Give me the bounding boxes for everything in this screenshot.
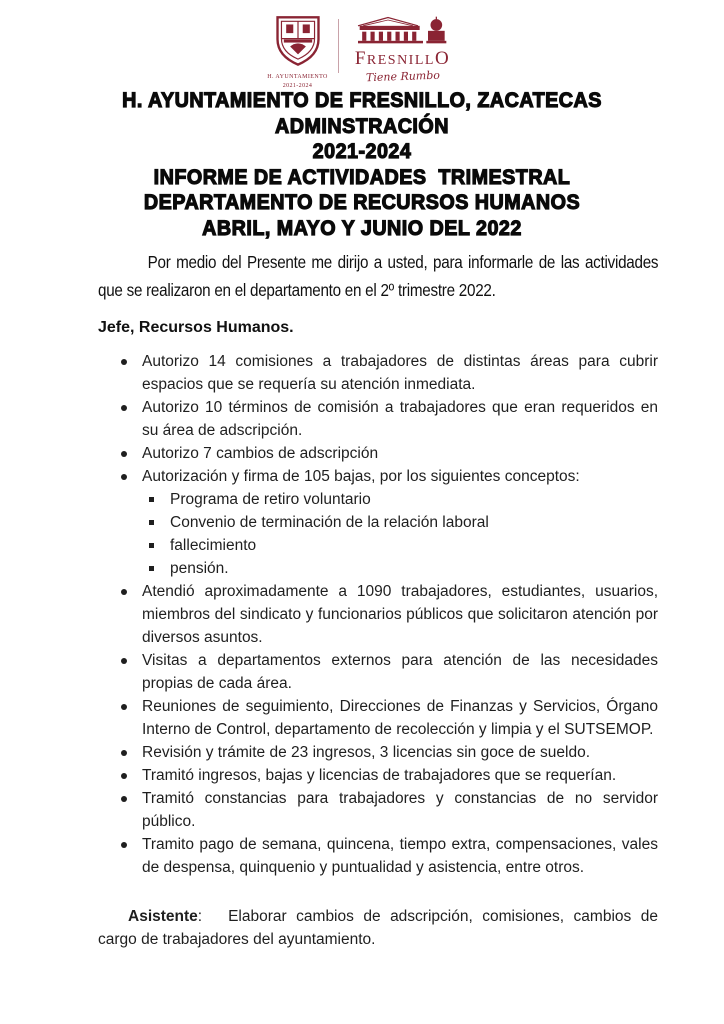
list-item: Atendió aproximadamente a 1090 trabajadores, estudiantes, usuarios, miembros del sindicato y funcionarios públicos que solicitaron atención por diversos asuntos. [98, 580, 658, 649]
list-item: Tramito pago de semana, quincena, tiempo extra, compensaciones, vales de despensa, quinquenio y puntualidad y asistencia, entre otros. [98, 833, 658, 879]
crest-caption-line2: 2021-2024 [282, 83, 313, 89]
crest-shield-icon [274, 15, 322, 72]
wordmark-middle: RESNILL [366, 53, 435, 68]
list-item: Tramitó constancias para trabajadores y constancias de no servidor público. [98, 787, 658, 833]
municipal-crest [267, 15, 328, 90]
sub-list-item: pensión. [142, 557, 658, 580]
fresnillo-wordmark [354, 48, 451, 69]
activities-list [98, 350, 658, 879]
header-logo-row [0, 0, 724, 89]
list-item: Revisión y trámite de 23 ingresos, 3 licencias sin goce de sueldo. [98, 741, 658, 764]
logo-divider [338, 19, 339, 73]
list-item: Autorizo 10 términos de comisión a trabajadores que eran requeridos en su área de adscripción. [98, 396, 658, 442]
title-line-2: ADMINSTRACIÓN [275, 114, 449, 138]
wordmark-last-letter: O [434, 48, 451, 69]
list-item: Visitas a departamentos externos para atención de las necesidades propias de cada área. [98, 649, 658, 695]
closing-text: Elaborar cambios de adscripción, comisiones, cambios de cargo de trabajadores del ayuntamiento. [98, 908, 658, 948]
title-line-3: 2021-2024 [312, 140, 412, 163]
closing-paragraph [98, 905, 658, 951]
intro-paragraph-wrap [98, 248, 658, 304]
closing-label: Asistente [128, 908, 198, 925]
list-item: Autorizo 14 comisiones a trabajadores de distintas áreas para cubrir espacios que se requería su atención inmediata. [98, 350, 658, 396]
sub-list-item: fallecimiento [142, 534, 658, 557]
sub-list-item: Convenio de terminación de la relación laboral [142, 511, 658, 534]
brand-tagline: Tiene Rumbo [365, 68, 440, 85]
list-item [98, 465, 658, 580]
document-body [98, 248, 658, 951]
closing-colon: : [197, 908, 203, 925]
intro-paragraph: Por medio del Presente me dirijo a usted, para informarle de las actividades que se realizaron en el departamento en el 2º trimestre 2022. [98, 252, 659, 300]
list-item-text: Autorización y firma de 105 bajas, por los siguientes conceptos: [142, 468, 580, 485]
section-heading: Jefe, Recursos Humanos. [98, 319, 294, 336]
list-item: Tramitó ingresos, bajas y licencias de trabajadores que se requerían. [98, 764, 658, 787]
title-line-6: ABRIL, MAYO Y JUNIO DEL 2022 [202, 216, 522, 240]
title-line-1: H. AYUNTAMIENTO DE FRESNILLO, ZACATECAS [122, 89, 602, 112]
title-line-5: DEPARTAMENTO DE RECURSOS HUMANOS [143, 191, 581, 214]
list-item: Autorizo 7 cambios de adscripción [98, 442, 658, 465]
bajas-concepts-sublist [142, 488, 658, 580]
building-icon [353, 15, 453, 50]
crest-caption-line1: H. AYUNTAMIENTO [267, 74, 328, 80]
title-line-4: INFORME DE ACTIVIDADES TRIMESTRAL [153, 165, 571, 189]
fresnillo-logo [353, 15, 453, 83]
wordmark-first-letter: F [354, 48, 367, 69]
list-item: Reuniones de seguimiento, Direcciones de Finanzas y Servicios, Órgano Interno de Control, departamento de recolección y limpia y el SUTSEMOP. [98, 695, 658, 741]
sub-list-item: Programa de retiro voluntario [142, 488, 658, 511]
document-title [22, 88, 703, 241]
